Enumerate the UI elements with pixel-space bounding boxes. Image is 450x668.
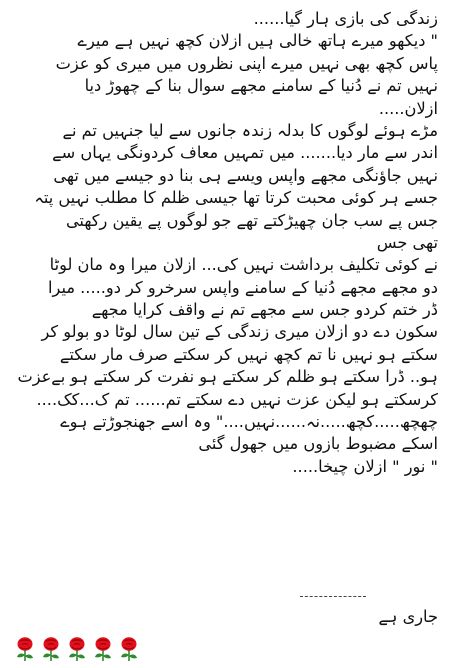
story-line: زندگی کی بازی ہار گیا...... (253, 9, 438, 28)
story-line: ہو.. ڈرا سکتے ہو ظلم کر سکتے ہو نفرت کر سکتے ہو بےعزت (17, 367, 438, 387)
story-line: دو مجھے مجھے دُنیا کے سامنے واپس سرخرو کر دو..... میرا (48, 277, 438, 297)
rose-icon (14, 636, 36, 662)
rose-icon (40, 636, 62, 662)
story-line: سکتے ہو نہیں نا تم کچھ نہیں کر سکتے صرف مار سکتے (59, 344, 438, 364)
story-line: نہیں جاؤنگی مجھے واپس ویسے ہی بنا دو جیسے میں تھی (53, 165, 438, 185)
to-be-continued-label: جاری ہے (378, 607, 438, 626)
rose-row (14, 636, 140, 662)
story-line: کرسکتے ہو لیکن عزت نہیں دے سکتے تم...... تم ک...کک.... (36, 389, 438, 409)
story-line: ڈر ختم کردو جس سے مجھے تم نے واقف کرایا مجھے (91, 300, 438, 320)
story-line: اسکے مضبوط بازوں میں جھول گئی (198, 434, 438, 454)
story-line: چھچھ.....کچھ.....نہ......نہیں...." وہ اسے جھنجوڑتے ہوے (60, 412, 438, 432)
story-line: ازلان..... (378, 98, 438, 118)
rose-icon (118, 636, 140, 662)
section-divider (300, 596, 366, 597)
story-line: جس پے سب جان چھیڑکتے تھے جو لوگوں پے یقین رکھتی (65, 210, 438, 230)
story-line: " نور " ازلان چیخا..... (292, 456, 438, 476)
rose-icon (66, 636, 88, 662)
rose-icon (92, 636, 114, 662)
story-line: " دیکھو میرے ہاتھ خالی ہیں ازلان کچھ نہیں ہے میرے (77, 31, 438, 51)
story-line: سکون دے دو ازلان میری زندگی کے تین سال لوٹا دو بولو کر (41, 322, 438, 342)
story-text (12, 8, 438, 478)
story-line: نہیں تم نے دُنیا کے سامنے مجھے سوال بنا کے چھوڑ دیا (84, 76, 438, 96)
story-line: اندر سے مار دیا....... میں تمہیں معاف کردونگی یہاں سے (52, 143, 438, 163)
story-line: مڑے ہوئے لوگوں کا بدلہ زندہ جانوں سے لیا جنہیں تم نے (62, 120, 438, 140)
story-line: تھی جس (376, 232, 438, 252)
story-line: نے کوئی تکلیف برداشت نہیں کی... ازلان میرا وہ مان لوٹا (49, 255, 438, 275)
story-line: جسے ہر کوئی محبت کرتا تھا جیسی ظلم کا مطلب نہیں پتہ (34, 188, 438, 208)
story-line: پاس کچھ بھی نہیں میرے اپنی نظروں میں میری کو عزت (55, 53, 438, 73)
